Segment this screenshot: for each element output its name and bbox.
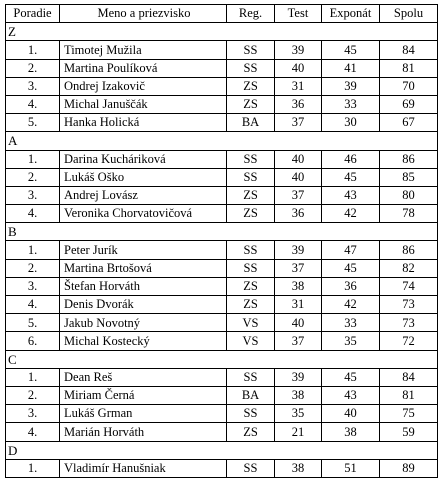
exhibit-score-cell: 41 — [322, 59, 380, 77]
test-score-cell: 39 — [275, 241, 322, 259]
group-label: D — [6, 441, 438, 459]
table-row — [6, 95, 438, 113]
exhibit-score-cell: 33 — [322, 314, 380, 332]
rank-cell: 2. — [6, 168, 60, 186]
name-cell: Jakub Novotný — [60, 314, 227, 332]
table-row — [6, 41, 438, 59]
region-cell: SS — [227, 368, 275, 386]
rank-cell: 2. — [6, 386, 60, 404]
test-score-cell: 37 — [275, 186, 322, 204]
table-row — [6, 423, 438, 441]
group-header-row — [6, 223, 438, 241]
group-header-row — [6, 350, 438, 368]
exhibit-score-cell: 43 — [322, 186, 380, 204]
table-row — [6, 332, 438, 350]
region-cell: ZS — [227, 186, 275, 204]
name-cell: Darina Kucháriková — [60, 150, 227, 168]
name-cell: Marián Horváth — [60, 423, 227, 441]
name-cell: Štefan Horváth — [60, 277, 227, 295]
table-row — [6, 168, 438, 186]
total-score-cell: 81 — [380, 59, 438, 77]
exhibit-score-cell: 43 — [322, 386, 380, 404]
name-cell: Dean Reš — [60, 368, 227, 386]
test-score-cell: 40 — [275, 150, 322, 168]
rank-cell: 4. — [6, 296, 60, 314]
test-score-cell: 21 — [275, 423, 322, 441]
rank-cell: 1. — [6, 241, 60, 259]
table-row — [6, 459, 438, 477]
rank-cell: 3. — [6, 405, 60, 423]
table-row — [6, 277, 438, 295]
total-score-cell: 81 — [380, 386, 438, 404]
rank-cell: 2. — [6, 259, 60, 277]
group-label: C — [6, 350, 438, 368]
rank-cell: 2. — [6, 59, 60, 77]
group-header-row — [6, 132, 438, 150]
table-row — [6, 405, 438, 423]
region-cell: VS — [227, 314, 275, 332]
exhibit-score-cell: 45 — [322, 168, 380, 186]
table-row — [6, 314, 438, 332]
name-cell: Veronika Chorvatovičová — [60, 205, 227, 223]
region-cell: ZS — [227, 95, 275, 113]
table-row — [6, 386, 438, 404]
exhibit-score-cell: 45 — [322, 41, 380, 59]
total-score-cell: 80 — [380, 186, 438, 204]
table-row — [6, 114, 438, 132]
name-cell: Michal Januščák — [60, 95, 227, 113]
total-score-cell: 69 — [380, 95, 438, 113]
exhibit-score-cell: 46 — [322, 150, 380, 168]
region-cell: ZS — [227, 296, 275, 314]
total-score-cell: 67 — [380, 114, 438, 132]
rank-cell: 4. — [6, 423, 60, 441]
group-label: B — [6, 223, 438, 241]
exhibit-score-cell: 38 — [322, 423, 380, 441]
region-cell: SS — [227, 459, 275, 477]
name-cell: Lukáš Grman — [60, 405, 227, 423]
test-score-cell: 31 — [275, 77, 322, 95]
test-score-cell: 39 — [275, 41, 322, 59]
rank-cell: 1. — [6, 368, 60, 386]
header-row — [6, 5, 438, 23]
total-score-cell: 75 — [380, 405, 438, 423]
total-score-cell: 73 — [380, 296, 438, 314]
test-score-cell: 37 — [275, 114, 322, 132]
region-cell: SS — [227, 59, 275, 77]
exhibit-score-cell: 45 — [322, 368, 380, 386]
test-score-cell: 37 — [275, 332, 322, 350]
rank-cell: 1. — [6, 150, 60, 168]
test-score-cell: 39 — [275, 368, 322, 386]
exhibit-score-cell: 42 — [322, 296, 380, 314]
results-table — [5, 4, 438, 478]
exhibit-score-cell: 51 — [322, 459, 380, 477]
rank-cell: 3. — [6, 277, 60, 295]
total-score-cell: 73 — [380, 314, 438, 332]
test-score-cell: 38 — [275, 386, 322, 404]
table-row — [6, 259, 438, 277]
group-header-row — [6, 23, 438, 41]
exhibit-score-cell: 39 — [322, 77, 380, 95]
table-row — [6, 77, 438, 95]
region-cell: SS — [227, 41, 275, 59]
total-score-cell: 72 — [380, 332, 438, 350]
header-total: Spolu — [380, 5, 438, 23]
name-cell: Hanka Holická — [60, 114, 227, 132]
exhibit-score-cell: 40 — [322, 405, 380, 423]
header-rank: Poradie — [6, 5, 60, 23]
test-score-cell: 36 — [275, 205, 322, 223]
header-test: Test — [275, 5, 322, 23]
test-score-cell: 40 — [275, 168, 322, 186]
exhibit-score-cell: 30 — [322, 114, 380, 132]
rank-cell: 5. — [6, 314, 60, 332]
test-score-cell: 38 — [275, 459, 322, 477]
region-cell: SS — [227, 241, 275, 259]
region-cell: BA — [227, 386, 275, 404]
header-name: Meno a priezvisko — [60, 5, 227, 23]
rank-cell: 1. — [6, 41, 60, 59]
name-cell: Andrej Lovász — [60, 186, 227, 204]
total-score-cell: 70 — [380, 77, 438, 95]
table-row — [6, 186, 438, 204]
region-cell: BA — [227, 114, 275, 132]
total-score-cell: 74 — [380, 277, 438, 295]
test-score-cell: 40 — [275, 59, 322, 77]
group-label: A — [6, 132, 438, 150]
rank-cell: 6. — [6, 332, 60, 350]
table-row — [6, 368, 438, 386]
rank-cell: 5. — [6, 114, 60, 132]
rank-cell: 3. — [6, 77, 60, 95]
name-cell: Michal Kostecký — [60, 332, 227, 350]
total-score-cell: 78 — [380, 205, 438, 223]
total-score-cell: 85 — [380, 168, 438, 186]
rank-cell: 1. — [6, 459, 60, 477]
exhibit-score-cell: 45 — [322, 259, 380, 277]
name-cell: Martina Poulíková — [60, 59, 227, 77]
name-cell: Denis Dvorák — [60, 296, 227, 314]
name-cell: Martina Brtošová — [60, 259, 227, 277]
table-row — [6, 59, 438, 77]
header-exhibit: Exponát — [322, 5, 380, 23]
test-score-cell: 38 — [275, 277, 322, 295]
region-cell: ZS — [227, 77, 275, 95]
test-score-cell: 35 — [275, 405, 322, 423]
name-cell: Miriam Černá — [60, 386, 227, 404]
rank-cell: 3. — [6, 186, 60, 204]
test-score-cell: 31 — [275, 296, 322, 314]
total-score-cell: 84 — [380, 368, 438, 386]
table-row — [6, 296, 438, 314]
region-cell: SS — [227, 405, 275, 423]
region-cell: ZS — [227, 423, 275, 441]
rank-cell: 4. — [6, 95, 60, 113]
exhibit-score-cell: 33 — [322, 95, 380, 113]
name-cell: Lukáš Oško — [60, 168, 227, 186]
table-row — [6, 150, 438, 168]
test-score-cell: 36 — [275, 95, 322, 113]
name-cell: Ondrej Izakovič — [60, 77, 227, 95]
region-cell: SS — [227, 168, 275, 186]
test-score-cell: 40 — [275, 314, 322, 332]
group-header-row — [6, 441, 438, 459]
region-cell: SS — [227, 150, 275, 168]
total-score-cell: 86 — [380, 150, 438, 168]
exhibit-score-cell: 47 — [322, 241, 380, 259]
total-score-cell: 59 — [380, 423, 438, 441]
exhibit-score-cell: 35 — [322, 332, 380, 350]
region-cell: VS — [227, 332, 275, 350]
header-region: Reg. — [227, 5, 275, 23]
total-score-cell: 82 — [380, 259, 438, 277]
region-cell: SS — [227, 259, 275, 277]
name-cell: Timotej Mužila — [60, 41, 227, 59]
table-row — [6, 205, 438, 223]
region-cell: ZS — [227, 205, 275, 223]
exhibit-score-cell: 36 — [322, 277, 380, 295]
rank-cell: 4. — [6, 205, 60, 223]
table-row — [6, 241, 438, 259]
region-cell: ZS — [227, 277, 275, 295]
name-cell: Peter Jurík — [60, 241, 227, 259]
total-score-cell: 86 — [380, 241, 438, 259]
name-cell: Vladimír Hanušniak — [60, 459, 227, 477]
total-score-cell: 89 — [380, 459, 438, 477]
table-body — [6, 23, 438, 478]
group-label: Z — [6, 23, 438, 41]
exhibit-score-cell: 42 — [322, 205, 380, 223]
total-score-cell: 84 — [380, 41, 438, 59]
test-score-cell: 37 — [275, 259, 322, 277]
